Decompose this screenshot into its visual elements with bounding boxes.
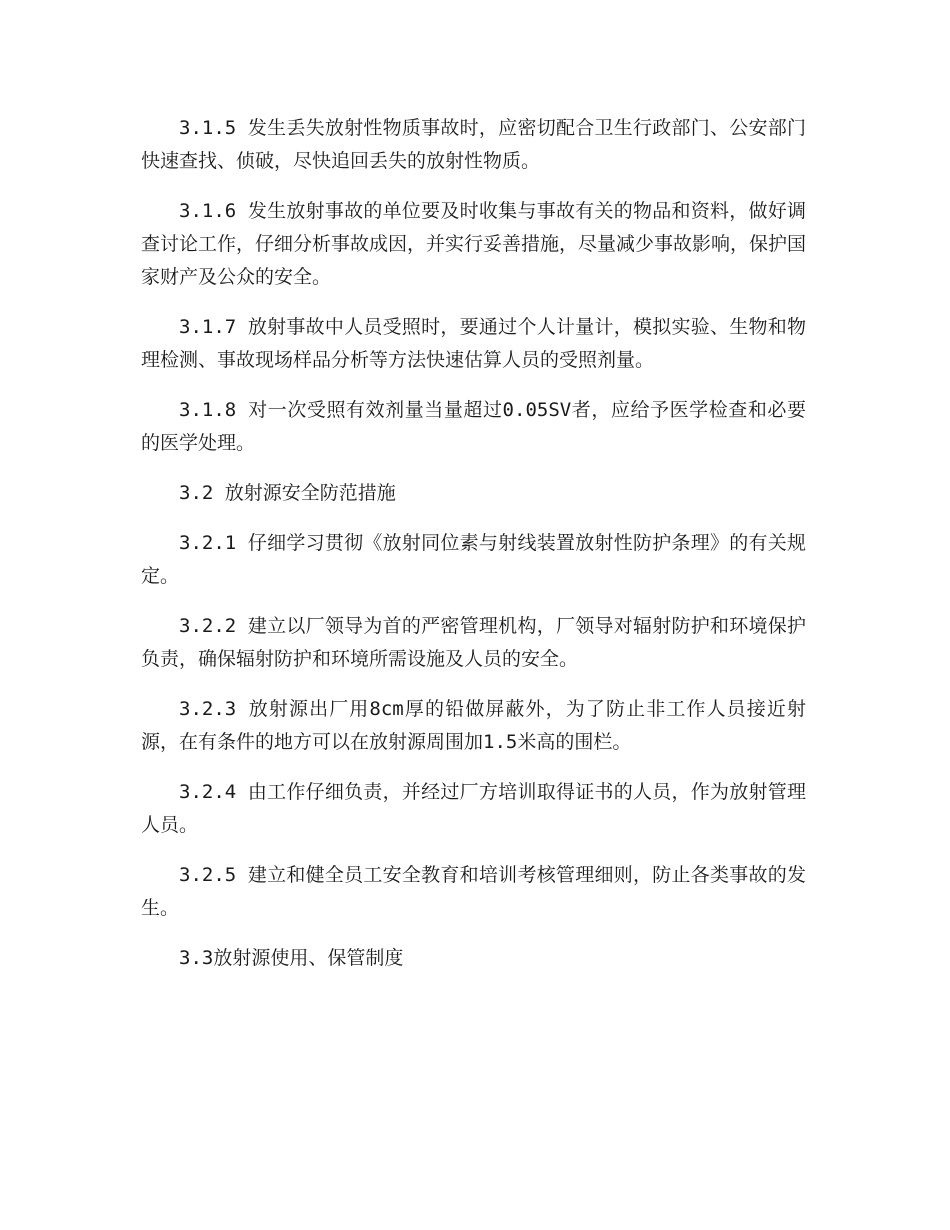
paragraph-3-2-2: 3.2.2 建立以厂领导为首的严密管理机构，厂领导对辐射防护和环境保护负责，确保辐射防护和环境所需设施及人员的安全。 (141, 615, 806, 670)
paragraph-3-1-6: 3.1.6 发生放射事故的单位要及时收集与事故有关的物品和资料，做好调查讨论工作，仔细分析事故成因，并实行妥善措施，尽量减少事故影响，保护国家财产及公众的安全。 (141, 200, 807, 288)
paragraph-3-2-3: 3.2.3 放射源出厂用8cm厚的铅做屏蔽外，为了防止非工作人员接近射源，在有条件的地方可以在放射源周围加1.5米高的围栏。 (141, 698, 806, 753)
paragraph-3-2-4: 3.2.4 由工作仔细负责，并经过厂方培训取得证书的人员，作为放射管理人员。 (141, 781, 806, 836)
paragraph-3-2-1: 3.2.1 仔细学习贯彻《放射同位素与射线装置放射性防护条理》的有关规定。 (141, 532, 806, 587)
section-heading-3-2: 3.2 放射源安全防范措施 (179, 482, 396, 504)
section-heading-3-3: 3.3放射源使用、保管制度 (179, 947, 404, 969)
paragraph-3-1-8: 3.1.8 对一次受照有效剂量当量超过0.05SV者，应给予医学检查和必要的医学处理。 (141, 399, 806, 454)
document-body (141, 112, 806, 992)
paragraph-3-1-7: 3.1.7 放射事故中人员受照时，要通过个人计量计，模拟实验、生物和物理检测、事故现场样品分析等方法快速估算人员的受照剂量。 (141, 316, 806, 371)
paragraph-3-1-5: 3.1.5 发生丢失放射性物质事故时，应密切配合卫生行政部门、公安部门快速查找、侦破，尽快追回丢失的放射性物质。 (141, 117, 806, 172)
paragraph-3-2-5: 3.2.5 建立和健全员工安全教育和培训考核管理细则，防止各类事故的发生。 (141, 864, 806, 919)
